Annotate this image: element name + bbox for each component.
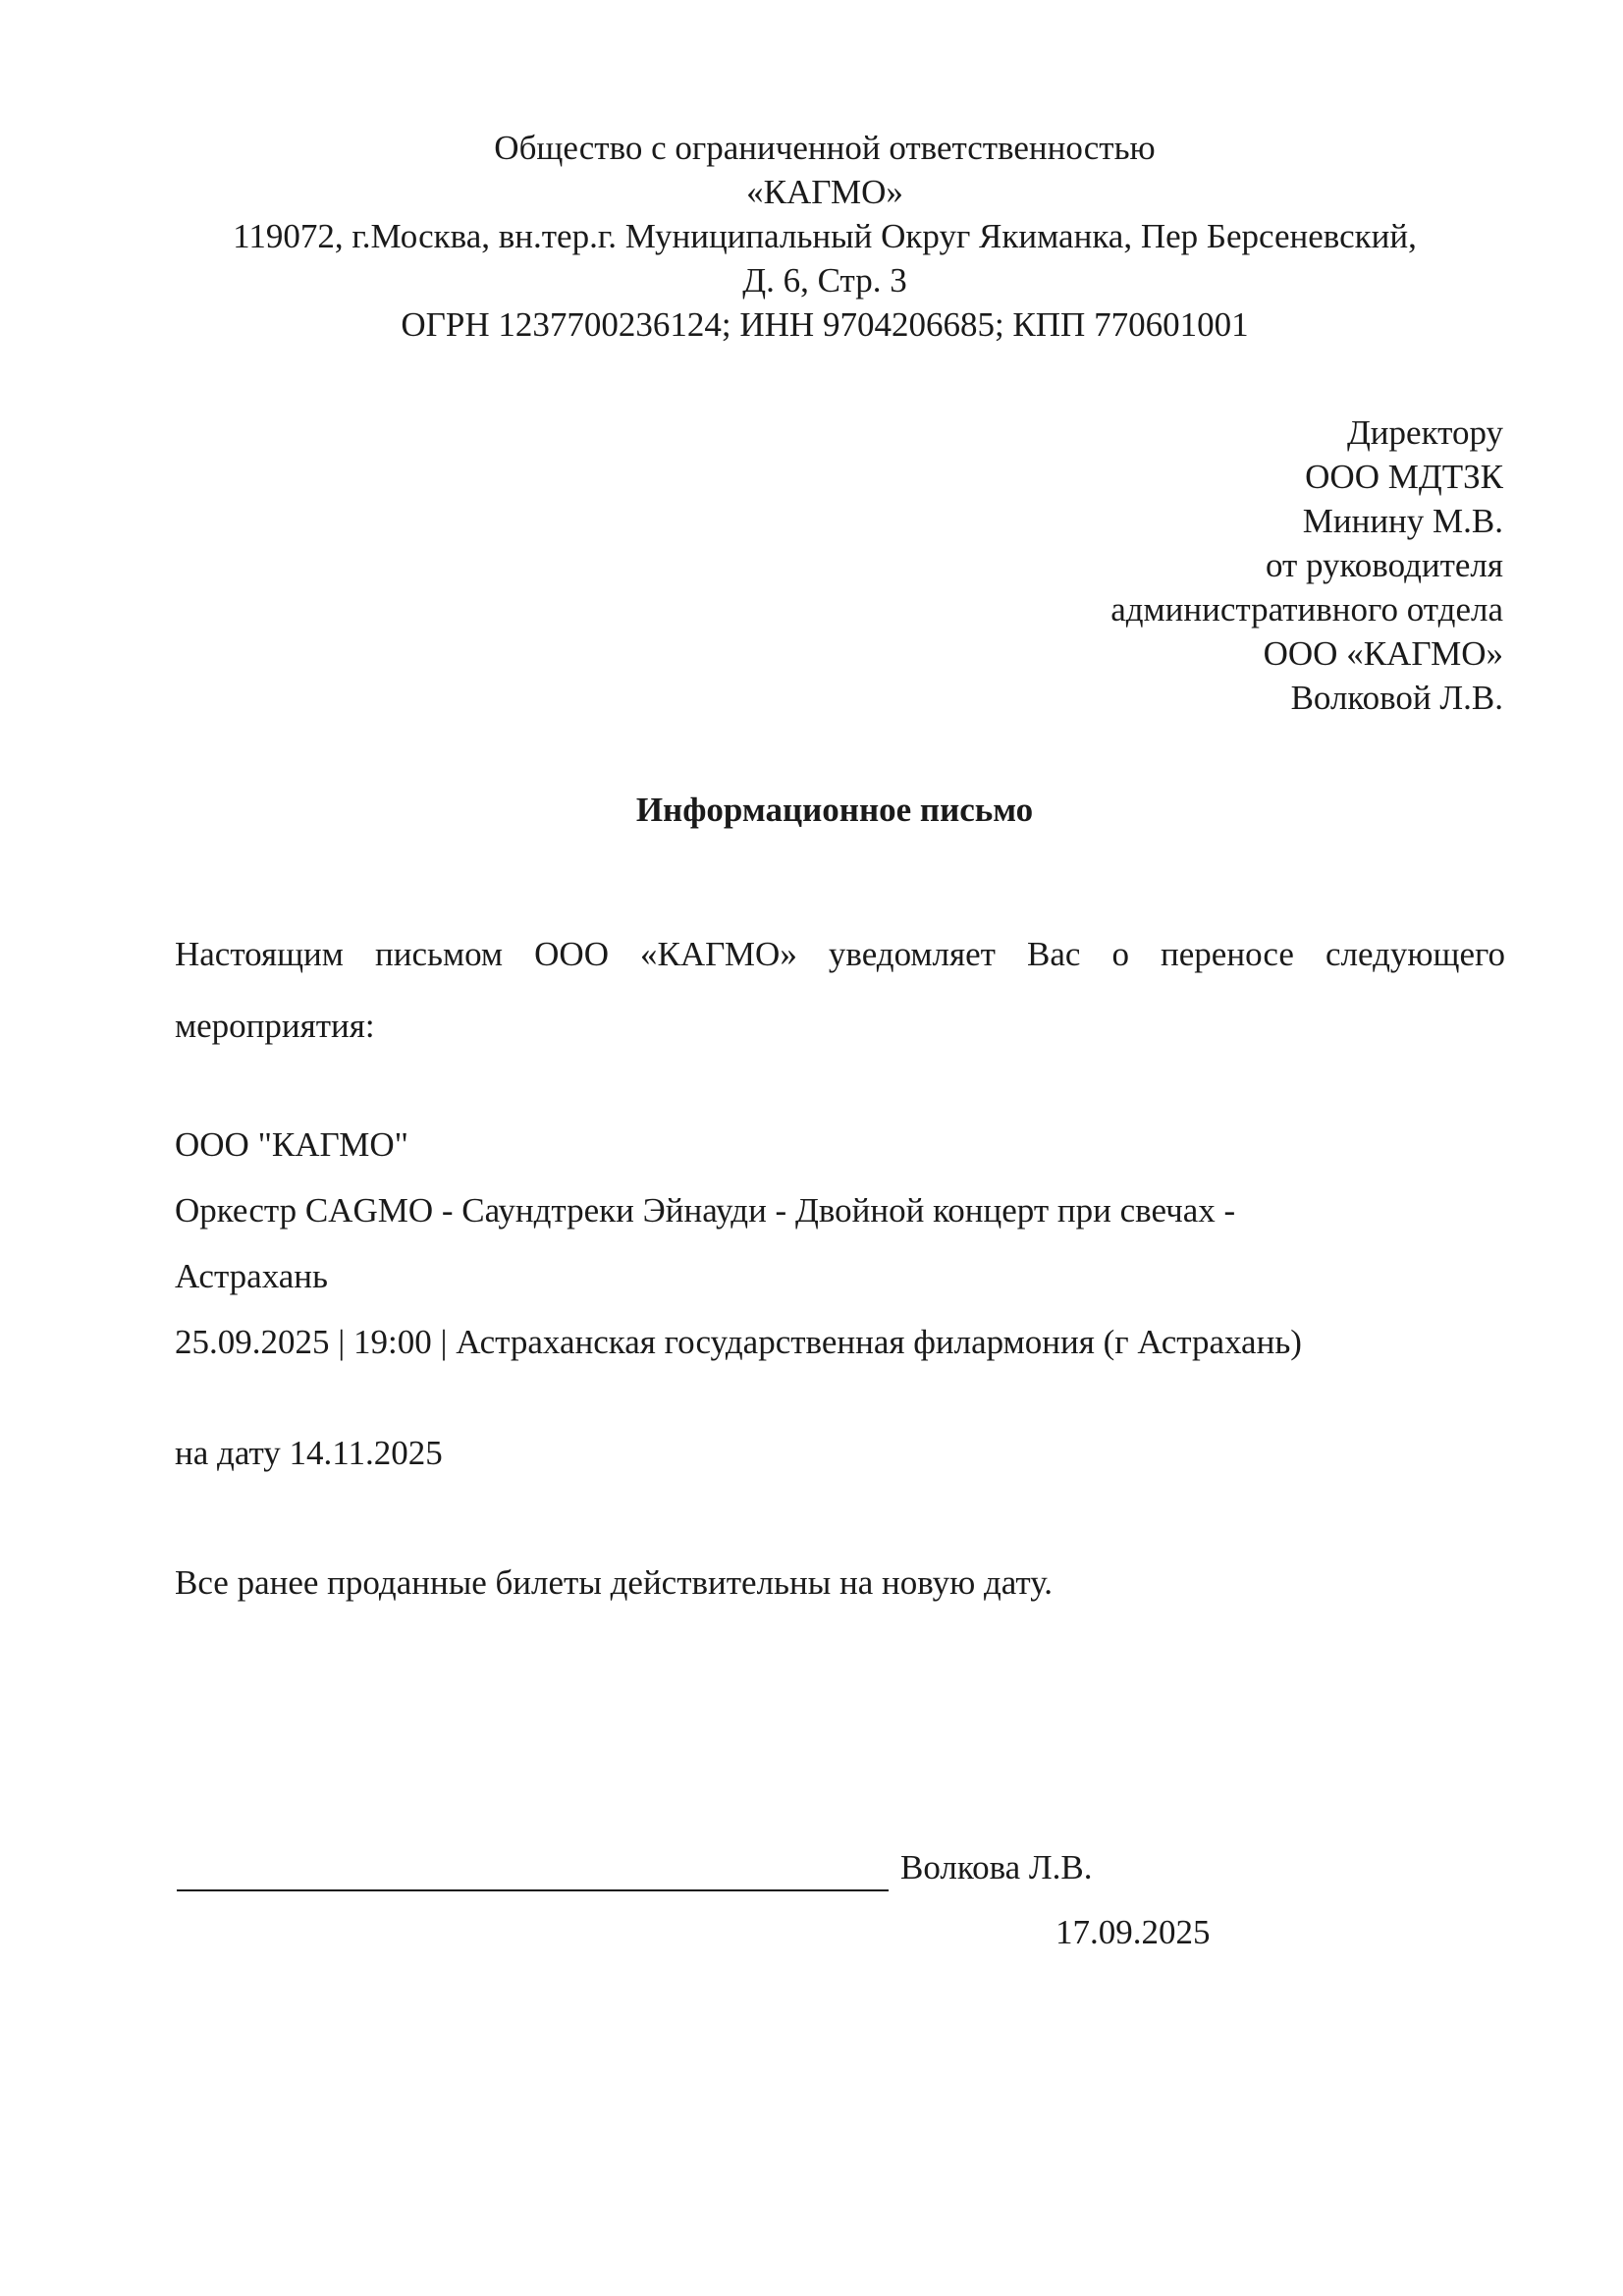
addressee-name: Минину М.В. [1302,502,1503,540]
document-title: Информационное письмо [635,791,1034,829]
tickets-note: Все ранее проданные билеты действительны на новую дату. [175,1563,1054,1602]
event-organizer: ООО "КАГМО" [175,1125,408,1164]
event-name-line1: Оркестр CAGMO - Саундтреки Эйнауди - Двойной концерт при свечах - [175,1191,1236,1230]
addressee-position: Директору [1346,413,1503,452]
company-legal-form: Общество с ограниченной ответственностью [494,129,1156,167]
intro-paragraph: Настоящим письмом ООО «КАГМО» уведомляет Вас о переносе следующего мероприятия: [175,935,1505,1045]
sender-name: Волковой Л.В. [1290,679,1503,717]
event-name-line2: Астрахань [175,1257,328,1295]
new-date-text: на дату 14.11.2025 [175,1434,443,1472]
addressee-block [1110,410,1503,720]
company-address-line1: 119072, г.Москва, вн.тер.г. Муниципальный Округ Якиманка, Пер Берсеневский, [233,217,1417,255]
event-block [175,1112,1505,1375]
signature-line [177,1889,889,1891]
company-header [147,126,1502,347]
sender-company: ООО «КАГМО» [1263,634,1503,673]
company-registration: ОГРН 1237700236124; ИНН 9704206685; КПП 770601001 [401,305,1249,344]
company-name: «КАГМО» [746,173,903,211]
signature-date: 17.09.2025 [1055,1913,1211,1951]
event-details: 25.09.2025 | 19:00 | Астраханская государственная филармония (г Астрахань) [175,1323,1302,1361]
addressee-company: ООО МДТЗК [1305,458,1503,496]
company-address-line2: Д. 6, Стр. 3 [742,261,907,300]
signatory-name: Волкова Л.В. [900,1848,1093,1886]
sender-from: от руководителя [1265,546,1503,584]
sender-department: административного отдела [1110,590,1503,629]
